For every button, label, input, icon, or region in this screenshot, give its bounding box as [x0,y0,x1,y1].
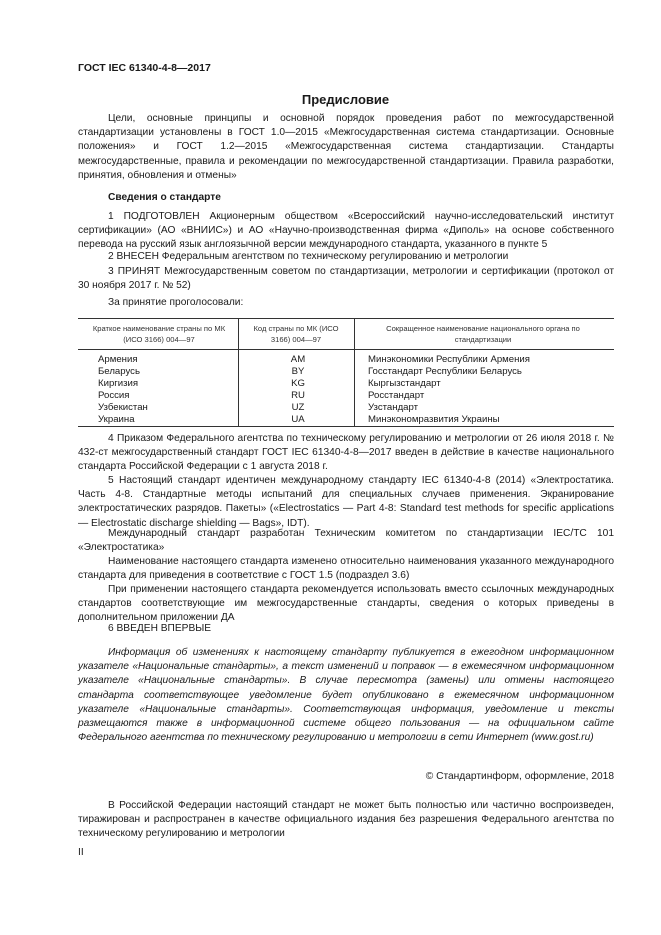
item-introduced: 2 ВНЕСЕН Федеральным агентством по техническому регулированию и метрологии [108,251,509,262]
page-number: II [78,847,84,858]
copyright: © Стандартинформ, оформление, 2018 [425,771,614,782]
voting-table [78,318,614,427]
item-references: При применении настоящего стандарта рекомендуется использовать вместо ссылочных международных стандартов соответствующие им межгосударственные стандарты, сведения о которых приведены в дополнительном приложении ДА [78,584,614,624]
intro-paragraph: Цели, основные принципы и основной порядок проведения работ по межгосударственной стандартизации установлены в ГОСТ 1.0—2015 «Межгосударственная система стандартизации. Основные положения» и ГОСТ 1.2—2015 «Межгосударственная система стандартизации. Стандарты межгосударственные, правила и рекомендации по межгосударственной стандартизации. Правила разработки, принятия, обновления и отмены» [78,113,614,181]
item-developer: Международный стандарт разработан Техническим комитетом по стандартизации IEC/TC 101 «Электростатика» [78,528,614,554]
item-identical: 5 Настоящий стандарт идентичен международному стандарту IEC 61340-4-8 (2014) «Электростатика. Часть 4-8. Стандартные методы испытаний для специальных случаев применения. Экранирование электростатических разрядов. Пакеты» («Electrostatics — Part 4-8: Standard test methods for specific applications — Electrostatic discharge shielding — Bags», IDT). [78,475,614,529]
column-divider [354,319,355,426]
voted-label: За принятие проголосовали: [108,297,244,308]
body-list: Минэкономики Республики Армения Госстандарт Республики Беларусь Кыргызстандарт Росстандарт Узстандарт Минэкономразвития Украины [368,354,530,426]
page-title: Предисловие [301,92,390,107]
country-list: Армения Беларусь Киргизия Россия Узбекистан Украина [98,354,148,426]
item-prepared: 1 ПОДГОТОВЛЕН Акционерным обществом «Всероссийский научно-исследовательский институт сертификации» (АО «ВНИИС») и АО «Научно-производственная фирма «Диполь» на основе собственного перевода на русский язык англоязычной версии международного стандарта, указанного в пункте 5 [78,211,614,251]
header-country: Краткое наименование страны по МК (ИСО 3166) 004—97 [92,324,226,344]
table-header [78,319,614,350]
column-divider [238,319,239,426]
item-first-introduced: 6 ВВЕДЕН ВПЕРВЫЕ [108,623,212,634]
legal-paragraph: В Российской Федерации настоящий стандарт не может быть полностью или частично воспроизведен, тиражирован и распространен в качестве официального издания без разрешения Федерального агентства по техническому регулированию и метрологии [78,800,614,840]
section-title: Сведения о стандарте [108,192,221,203]
header-body: Сокращенное наименование национального органа по стандартизации [386,324,580,344]
header-code: Код страны по МК (ИСО 3166) 004—97 [253,324,339,344]
notice-paragraph: Информация об изменениях к настоящему стандарту публикуется в ежегодном информационном указателе «Национальные стандарты», а текст изменений и поправок — в ежемесячном информационном указателе «Национальные стандарты». В случае пересмотра (замены) или отмены настоящего стандарта соответствующее уведомление будет опубликовано в ежемесячном информационном указателе «Национальные стандарты». Соответствующая информация, уведомление и тексты размещаются также в информационной системе общего пользования — на официальном сайте Федерального агентства по техническому регулированию и метрологии в сети Интернет (www.gost.ru) [78,647,614,744]
document-id: ГОСТ IEC 61340-4-8—2017 [78,62,211,74]
item-order: 4 Приказом Федерального агентства по техническому регулированию и метрологии от 26 июля 2018 г. № 432-ст межгосударственный стандарт ГОСТ IEC 61340-4-8—2017 введен в действие в качестве национального стандарта Российской Федерации с 1 августа 2018 г. [78,433,614,473]
item-adopted: 3 ПРИНЯТ Межгосударственным советом по стандартизации, метрологии и сертификации (протокол от 30 ноября 2017 г. № 52) [78,266,614,292]
code-list: AM BY KG RU UZ UA [290,354,306,426]
item-name-change: Наименование настоящего стандарта изменено относительно наименования указанного международного стандарта для приведения в соответствие с ГОСТ 1.5 (подраздел 3.6) [78,556,614,582]
